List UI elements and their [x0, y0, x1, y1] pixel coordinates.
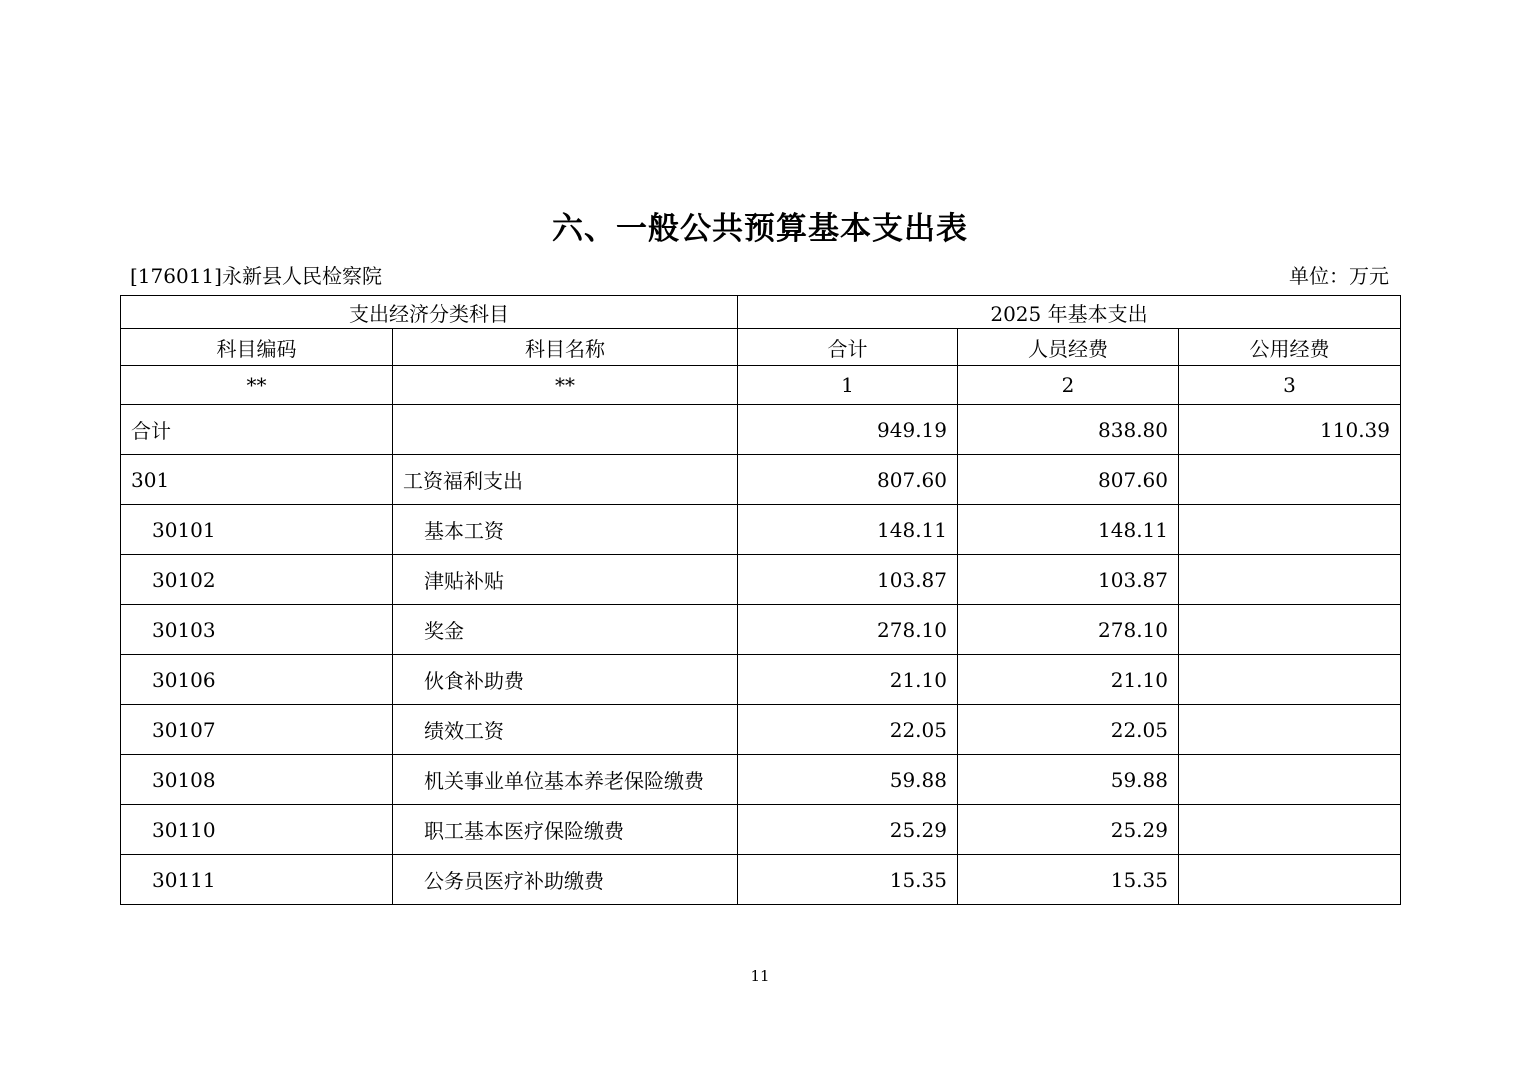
- cell-personnel: 25.29: [958, 805, 1179, 855]
- cell-total: 25.29: [738, 805, 958, 855]
- cell-total: 148.11: [738, 505, 958, 555]
- unit-label: 单位：万元: [1289, 264, 1389, 288]
- cell-personnel: 15.35: [958, 855, 1179, 905]
- table-row: [121, 755, 1401, 805]
- organization-label: [176011]永新县人民检察院: [130, 264, 382, 288]
- table-row: [121, 505, 1401, 555]
- cell-total: 15.35: [738, 855, 958, 905]
- cell-public: [1179, 505, 1401, 555]
- cell-code: 30107: [121, 705, 393, 755]
- cell-public: [1179, 455, 1401, 505]
- cell-total: 103.87: [738, 555, 958, 605]
- cell-public: [1179, 555, 1401, 605]
- group-header-row: [121, 296, 1401, 329]
- column-index-row: [121, 366, 1401, 405]
- cell-personnel: 278.10: [958, 605, 1179, 655]
- column-header-public: 公用经费: [1179, 329, 1401, 366]
- cell-name: 绩效工资: [393, 705, 738, 755]
- column-index-code: **: [121, 366, 393, 405]
- table-row: [121, 705, 1401, 755]
- cell-public: [1179, 755, 1401, 805]
- cell-total: 949.19: [738, 405, 958, 455]
- cell-code: 301: [121, 455, 393, 505]
- cell-personnel: 59.88: [958, 755, 1179, 805]
- column-index-name: **: [393, 366, 738, 405]
- column-header-row: [121, 329, 1401, 366]
- group-header-basic-expenditure: 2025 年基本支出: [738, 296, 1401, 329]
- cell-public: [1179, 855, 1401, 905]
- cell-personnel: 807.60: [958, 455, 1179, 505]
- cell-code: 30103: [121, 605, 393, 655]
- cell-code: 30101: [121, 505, 393, 555]
- cell-public: [1179, 805, 1401, 855]
- cell-code: 30110: [121, 805, 393, 855]
- cell-code: 30102: [121, 555, 393, 605]
- cell-name: 机关事业单位基本养老保险缴费: [393, 755, 738, 805]
- table-row: [121, 455, 1401, 505]
- column-header-name: 科目名称: [393, 329, 738, 366]
- cell-personnel: 103.87: [958, 555, 1179, 605]
- cell-personnel: 838.80: [958, 405, 1179, 455]
- budget-table: [120, 295, 1401, 905]
- cell-personnel: 148.11: [958, 505, 1179, 555]
- column-header-personnel: 人员经费: [958, 329, 1179, 366]
- cell-name: 基本工资: [393, 505, 738, 555]
- cell-total: 278.10: [738, 605, 958, 655]
- cell-name: 公务员医疗补助缴费: [393, 855, 738, 905]
- cell-public: [1179, 655, 1401, 705]
- cell-total: 21.10: [738, 655, 958, 705]
- cell-code: 合计: [121, 405, 393, 455]
- cell-code: 30111: [121, 855, 393, 905]
- cell-name: 职工基本医疗保险缴费: [393, 805, 738, 855]
- cell-name: [393, 405, 738, 455]
- cell-code: 30108: [121, 755, 393, 805]
- cell-total: 22.05: [738, 705, 958, 755]
- cell-public: [1179, 705, 1401, 755]
- table-row: [121, 555, 1401, 605]
- page-number: 11: [750, 967, 770, 985]
- table-row: [121, 855, 1401, 905]
- cell-name: 奖金: [393, 605, 738, 655]
- table-row: [121, 655, 1401, 705]
- cell-name: 津贴补贴: [393, 555, 738, 605]
- cell-public: [1179, 605, 1401, 655]
- column-index-total: 1: [738, 366, 958, 405]
- column-index-public: 3: [1179, 366, 1401, 405]
- cell-code: 30106: [121, 655, 393, 705]
- cell-personnel: 22.05: [958, 705, 1179, 755]
- table-row: [121, 405, 1401, 455]
- cell-name: 工资福利支出: [393, 455, 738, 505]
- cell-total: 59.88: [738, 755, 958, 805]
- table-row: [121, 605, 1401, 655]
- table-row: [121, 805, 1401, 855]
- cell-public: 110.39: [1179, 405, 1401, 455]
- column-index-personnel: 2: [958, 366, 1179, 405]
- cell-total: 807.60: [738, 455, 958, 505]
- column-header-code: 科目编码: [121, 329, 393, 366]
- cell-name: 伙食补助费: [393, 655, 738, 705]
- group-header-classification: 支出经济分类科目: [121, 296, 738, 329]
- page-title: 六、一般公共预算基本支出表: [552, 211, 968, 247]
- column-header-total: 合计: [738, 329, 958, 366]
- cell-personnel: 21.10: [958, 655, 1179, 705]
